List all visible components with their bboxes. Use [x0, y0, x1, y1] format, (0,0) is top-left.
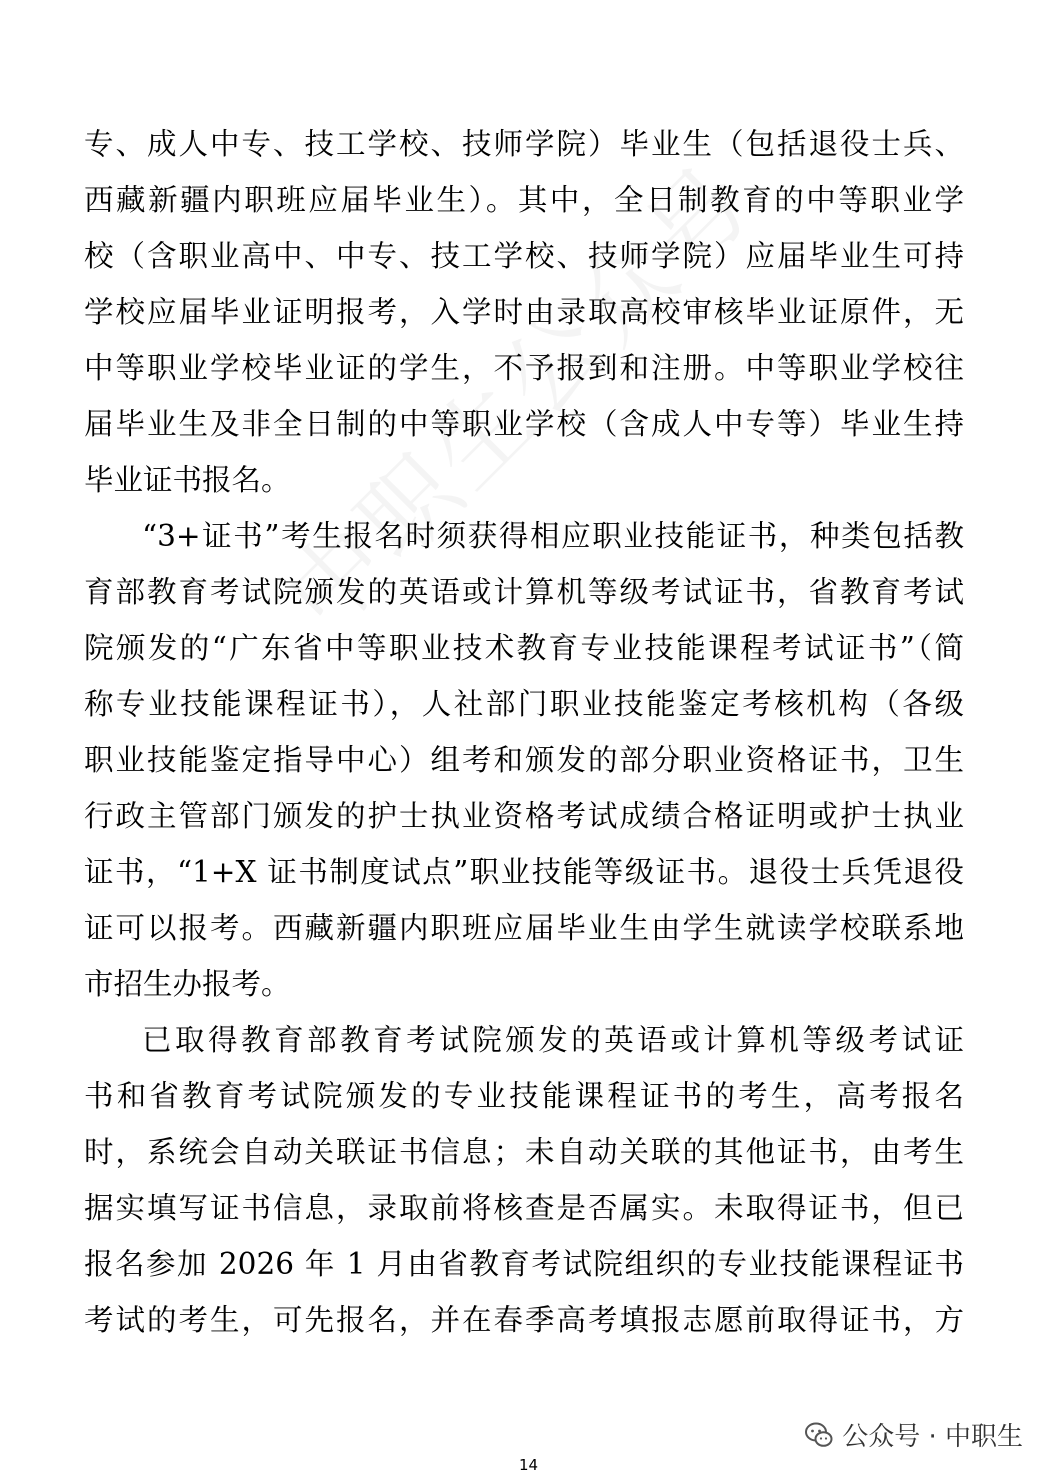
text-line: 行政主管部门颁发的护士执业资格考试成绩合格证明或护士执业 — [84, 799, 964, 833]
text-line: 考试的考生，可先报名，并在春季高考填报志愿前取得证书，方 — [84, 1303, 964, 1337]
text-line: 据实填写证书信息，录取前将核查是否属实。未取得证书，但已 — [84, 1191, 964, 1225]
text-line: 育部教育考试院颁发的英语或计算机等级考试证书，省教育考试 — [84, 575, 964, 609]
text-line: 专、成人中专、技工学校、技师学院）毕业生（包括退役士兵、 — [84, 127, 964, 161]
text-line: 称专业技能课程证书），人社部门职业技能鉴定考核机构（各级 — [84, 687, 964, 721]
text-line: 毕业证书报名。 — [84, 463, 291, 497]
page-number: 14 — [518, 1456, 539, 1474]
paragraph-first-line: “3+证书”考生报名时须获得相应职业技能证书，种类包括教 — [142, 519, 964, 553]
text-line: 书和省教育考试院颁发的专业技能课程证书的考生，高考报名 — [84, 1079, 964, 1113]
wechat-icon — [804, 1420, 834, 1450]
text-line: 校（含职业高中、中专、技工学校、技师学院）应届毕业生可持 — [84, 239, 964, 273]
text-line: 西藏新疆内职班应届毕业生）。其中，全日制教育的中等职业学 — [84, 183, 964, 217]
paragraph-first-line: 已取得教育部教育考试院颁发的英语或计算机等级考试证 — [142, 1023, 964, 1057]
text-line: 学校应届毕业证明报考，入学时由录取高校审核毕业证原件，无 — [84, 295, 964, 329]
text-line: 证可以报考。西藏新疆内职班应届毕业生由学生就读学校联系地 — [84, 911, 964, 945]
text-line: 市招生办报考。 — [84, 967, 291, 1001]
text-line: 职业技能鉴定指导中心）组考和颁发的部分职业资格证书，卫生 — [84, 743, 964, 777]
text-line: 中等职业学校毕业证的学生，不予报到和注册。中等职业学校往 — [84, 351, 964, 385]
wechat-account-badge — [804, 1416, 1023, 1453]
badge-label: 公众号 · 中职生 — [842, 1422, 1023, 1452]
text-line: 报名参加 2026 年 1 月由省教育考试院组织的专业技能课程证书 — [84, 1247, 964, 1281]
text-line: 时，系统会自动关联证书信息；未自动关联的其他证书，由考生 — [84, 1135, 964, 1169]
text-line: 院颁发的“广东省中等职业技术教育专业技能课程考试证书”（简 — [84, 631, 964, 665]
text-line: 证书，“1+X 证书制度试点”职业技能等级证书。退役士兵凭退役 — [84, 855, 964, 889]
text-line: 届毕业生及非全日制的中等职业学校（含成人中专等）毕业生持 — [84, 407, 964, 441]
